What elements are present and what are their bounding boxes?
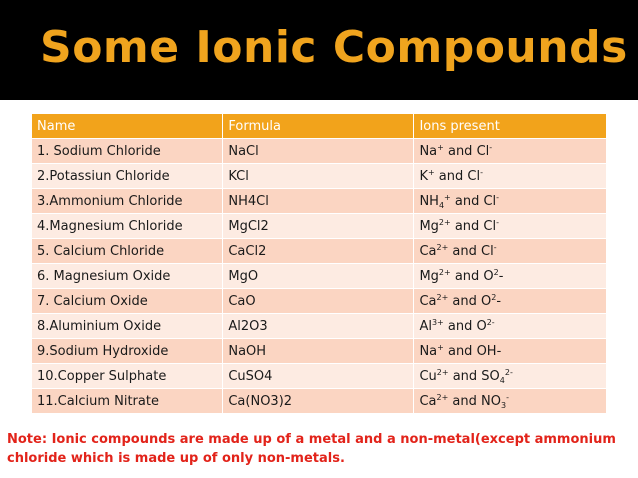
ion-charge: - (496, 192, 500, 202)
ion-text: and Cl (450, 193, 497, 209)
cell-ions-present (414, 339, 607, 364)
cell-name: 9.Sodium Hydroxide (32, 339, 223, 364)
cell-ions-present (414, 239, 607, 264)
ion-text: Mg (419, 218, 439, 234)
ion-text: - (498, 268, 504, 284)
ion-charge: 2 (493, 267, 499, 277)
ion-text: Na (419, 343, 438, 359)
header-ions-present: Ions present (414, 114, 607, 139)
table-row (32, 389, 607, 414)
ion-text: Mg (419, 268, 439, 284)
cell-name: 4.Magnesium Chloride (32, 214, 223, 239)
table-body (32, 139, 607, 414)
ion-text: and Cl (443, 143, 490, 159)
cell-name: 2.Potassiun Chloride (32, 164, 223, 189)
cell-formula: NaOH (223, 339, 414, 364)
ion-text: Ca (419, 293, 437, 309)
cell-formula: CuSO4 (223, 364, 414, 389)
ion-charge: 2+ (436, 242, 449, 252)
cell-formula: CaCl2 (223, 239, 414, 264)
table-row (32, 339, 607, 364)
ion-charge: 3+ (431, 317, 444, 327)
cell-ions-present (414, 139, 607, 164)
title-banner (0, 0, 638, 100)
cell-ions-present (414, 314, 607, 339)
ion-charge: 2 (491, 292, 497, 302)
cell-formula: NH4Cl (223, 189, 414, 214)
ion-subscript: 4 (438, 200, 445, 210)
ion-charge: + (427, 167, 435, 177)
page-title: Some Ionic Compounds (40, 22, 628, 73)
ion-text: NH (419, 193, 439, 209)
ion-charge: + (444, 192, 451, 202)
cell-name: 6. Magnesium Oxide (32, 264, 223, 289)
table-row (32, 214, 607, 239)
cell-ions-present (414, 214, 607, 239)
cell-formula: MgCl2 (223, 214, 414, 239)
cell-name: 1. Sodium Chloride (32, 139, 223, 164)
table-row (32, 139, 607, 164)
table-header-row (32, 114, 607, 139)
ion-text: and NO (448, 393, 501, 409)
ion-charge: - (496, 217, 500, 227)
ion-charge: 2+ (438, 267, 451, 277)
cell-formula: KCl (223, 164, 414, 189)
cell-formula: CaO (223, 289, 414, 314)
cell-name: 7. Calcium Oxide (32, 289, 223, 314)
cell-ions-present (414, 264, 607, 289)
ion-text: and Cl (434, 168, 481, 184)
ion-text: and Cl (450, 218, 497, 234)
ion-text: Na (419, 143, 438, 159)
ion-text: K (419, 168, 428, 184)
cell-formula: NaCl (223, 139, 414, 164)
ion-text: and O (443, 318, 487, 334)
ion-charge: 2+ (436, 392, 449, 402)
ion-subscript: 3 (500, 400, 507, 410)
header-formula: Formula (223, 114, 414, 139)
cell-name: 5. Calcium Chloride (32, 239, 223, 264)
table-row (32, 164, 607, 189)
ion-charge: + (437, 342, 444, 352)
ion-text: and SO (448, 368, 500, 384)
ionic-compounds-table (31, 113, 607, 414)
ion-text: and Cl (448, 243, 494, 259)
cell-ions-present (414, 364, 607, 389)
ion-text: and OH- (443, 343, 502, 359)
ion-charge: 2+ (438, 217, 451, 227)
ion-charge: 2+ (436, 367, 449, 377)
ion-text: Al (419, 318, 432, 334)
table-row (32, 314, 607, 339)
ion-text: Ca (419, 393, 437, 409)
table-row (32, 239, 607, 264)
table-row (32, 189, 607, 214)
cell-formula: MgO (223, 264, 414, 289)
cell-name: 11.Calcium Nitrate (32, 389, 223, 414)
table-row (32, 364, 607, 389)
ion-charge: - (480, 167, 483, 177)
cell-name: 3.Ammonium Chloride (32, 189, 223, 214)
ion-charge: 2- (504, 367, 513, 377)
footnote: Note: Ionic compounds are made up of a metal and a non-metal(except ammonium chloride which is made up of only non-metals. (7, 432, 616, 466)
ion-text: and O (448, 293, 492, 309)
ion-text: Ca (419, 243, 437, 259)
table-row (32, 264, 607, 289)
cell-ions-present (414, 389, 607, 414)
cell-name: 8.Aluminium Oxide (32, 314, 223, 339)
ion-charge: 2- (486, 317, 495, 327)
cell-ions-present (414, 189, 607, 214)
cell-formula: Al2O3 (223, 314, 414, 339)
ion-charge: - (506, 392, 509, 402)
ion-charge: - (489, 142, 493, 152)
ion-charge: - (493, 242, 497, 252)
ion-text: - (496, 293, 502, 309)
ion-text: and O (450, 268, 494, 284)
table-row (32, 289, 607, 314)
cell-formula: Ca(NO3)2 (223, 389, 414, 414)
ion-charge: + (437, 142, 444, 152)
cell-ions-present (414, 164, 607, 189)
ion-subscript: 4 (499, 375, 505, 385)
ion-text: Cu (419, 368, 437, 384)
header-name: Name (32, 114, 223, 139)
cell-ions-present (414, 289, 607, 314)
ion-charge: 2+ (436, 292, 449, 302)
cell-name: 10.Copper Sulphate (32, 364, 223, 389)
